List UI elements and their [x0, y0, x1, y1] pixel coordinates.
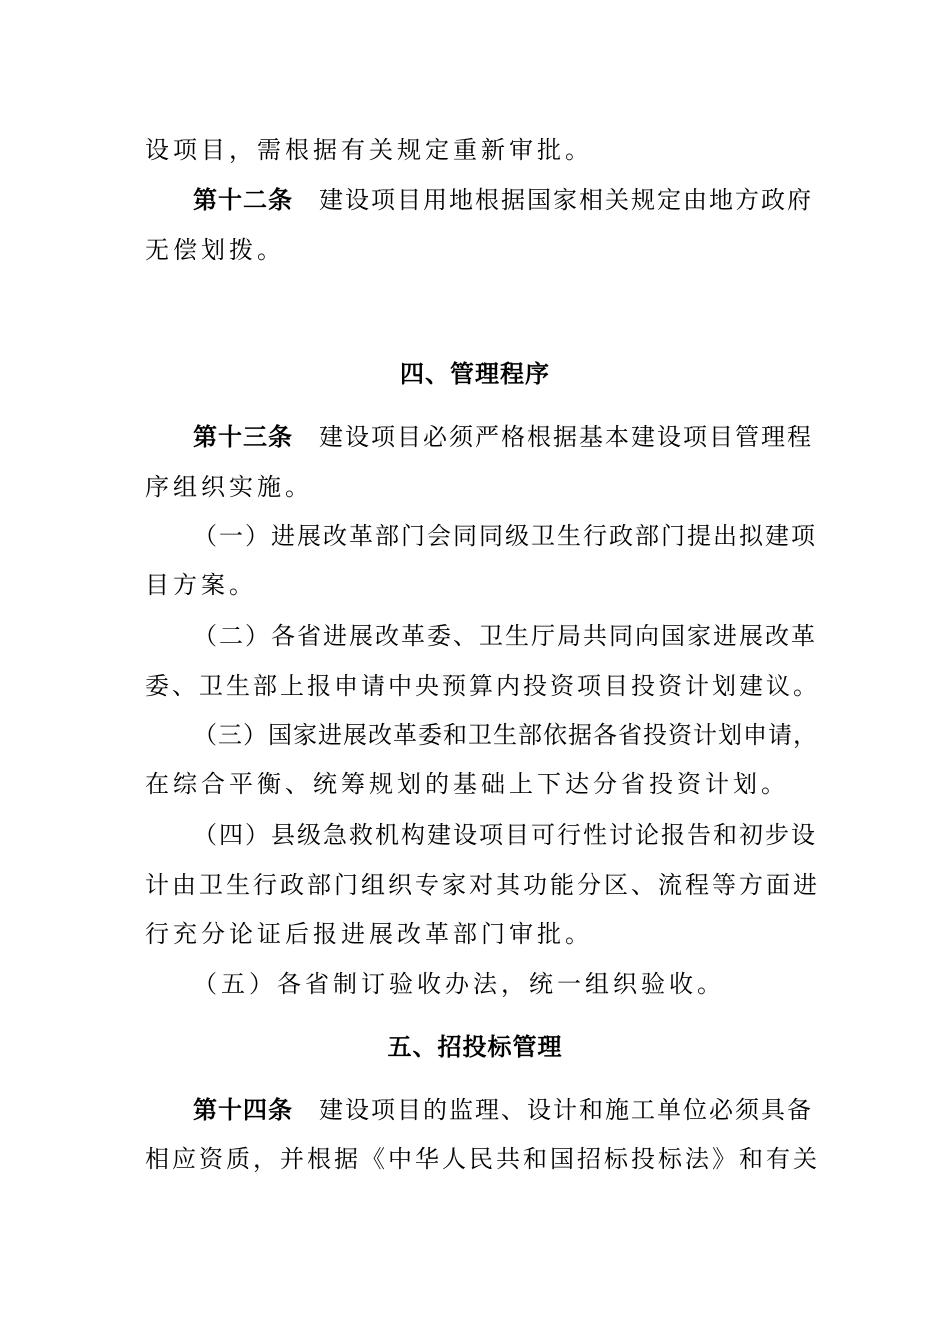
line-text: 目方案。: [145, 571, 257, 599]
paragraph-line: [145, 134, 593, 166]
line-text: （三）国家进展改革委和卫生部依据各省投资计划申请，: [193, 721, 818, 749]
article-number: 第十四条: [193, 1096, 293, 1124]
line-text: （二）各省进展改革委、卫生厅局共同向国家进展改革: [193, 622, 817, 650]
article-number: 第十二条: [193, 186, 293, 214]
paragraph-line: [145, 768, 789, 800]
article-number: 第十三条: [193, 423, 293, 451]
list-item-1-line: [193, 520, 817, 552]
line-text: 行充分论证后报进展改革部门审批。: [145, 920, 593, 948]
section-heading-4: 四、管理程序: [400, 360, 550, 388]
article-12-line: [193, 184, 813, 216]
paragraph-line: [145, 234, 285, 266]
line-text: 无偿划拨。: [145, 236, 285, 264]
line-text: 建设项目的监理、设计和施工单位必须具备: [319, 1096, 813, 1124]
section-heading-5: 五、招投标管理: [387, 1033, 563, 1061]
line-text: （四）县级急救机构建设项目可行性讨论报告和初步设: [193, 821, 817, 849]
paragraph-line: [145, 471, 313, 503]
article-13-line: [193, 421, 813, 453]
line-text: 建设项目必须严格根据基本建设项目管理程: [319, 423, 813, 451]
line-text: 序组织实施。: [145, 473, 313, 501]
line-text: 建设项目用地根据国家相关规定由地方政府: [319, 186, 813, 214]
paragraph-line: [145, 569, 257, 601]
line-text: （一）进展改革部门会同同级卫生行政部门提出拟建项: [193, 522, 817, 550]
line-text: 计由卫生行政部门组织专家对其功能分区、流程等方面进: [145, 871, 820, 899]
line-text: （五）各省制订验收办法，统一组织验收。: [193, 970, 725, 998]
paragraph-line: [145, 1143, 820, 1175]
paragraph-line: [145, 869, 820, 901]
list-item-5-line: [193, 968, 725, 1000]
list-item-3-line: [193, 719, 818, 751]
paragraph-line: [145, 918, 593, 950]
paragraph-line: [145, 670, 820, 702]
line-text: 相应资质，并根据《中华人民共和国招标投标法》和有关: [145, 1145, 820, 1173]
line-text: 在综合平衡、统筹规划的基础上下达分省投资计划。: [145, 770, 789, 798]
article-14-line: [193, 1094, 813, 1126]
line-text: 委、卫生部上报申请中央预算内投资项目投资计划建议。: [145, 672, 820, 700]
list-item-2-line: [193, 620, 817, 652]
list-item-4-line: [193, 819, 817, 851]
line-text: 设项目，需根据有关规定重新审批。: [145, 136, 593, 164]
